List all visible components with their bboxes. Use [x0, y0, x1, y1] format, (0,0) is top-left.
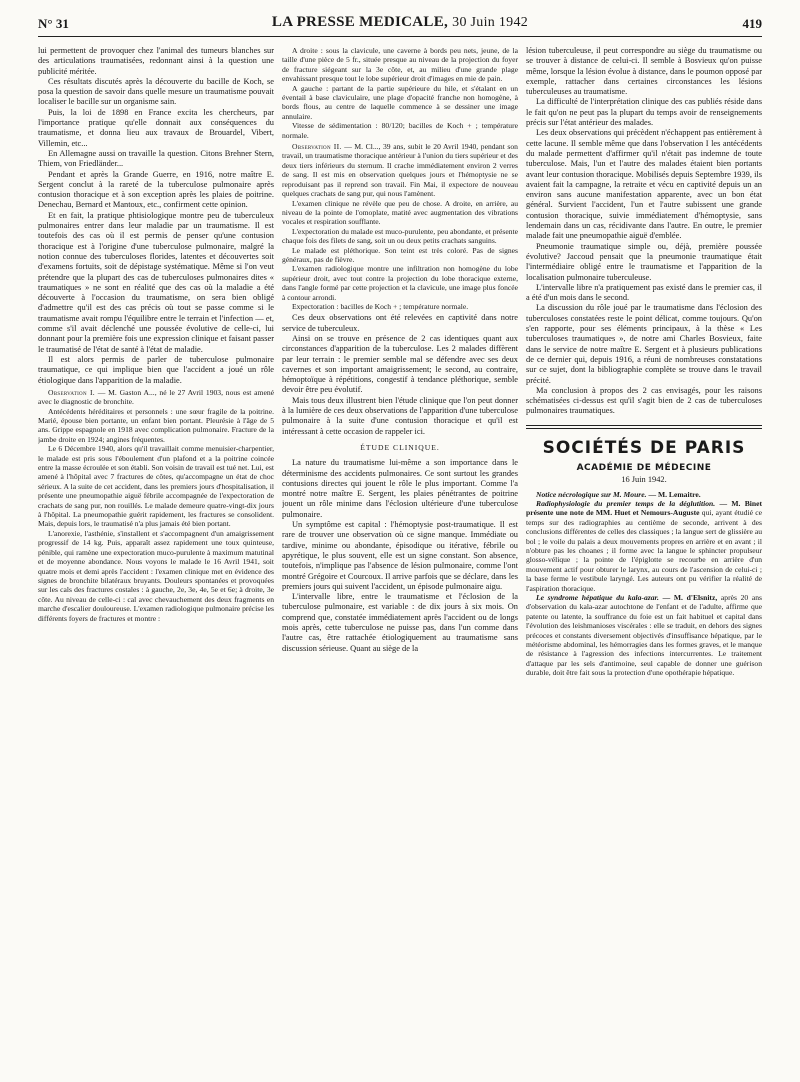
- paragraph: La difficulté de l'interprétation clinique des cas publiés réside dans le fait qu'on ne peut pas la plupart du temps avoir de renseignements précis sur l'état antérieur des malades.: [526, 97, 762, 128]
- paragraph: En Allemagne aussi on travaille la question. Citons Brehner Stern, Thiem, von Friedländer...: [38, 148, 274, 169]
- paragraph: lésion tuberculeuse, il peut correspondre au siège du traumatisme ou se trouver à distance de celui-ci. Il semble à Bosvieux qu'on puisse même, lorsque la lésion évolue à distance, dans le poumon opposé par exemple, rattacher dans certaines circonstances les lésions tuberculeuses au traumatisme.: [526, 46, 762, 97]
- notice-title: Notice nécrologique sur M. Moure.: [536, 489, 647, 499]
- paragraph: La nature du traumatisme lui-même a son importance dans le déterminisme des accidents pulmonaires. Ce sont surtout les grandes contusions directes qui jouent le rôle le plus important. Comme l'a montré notre maître E. Sergent, les plaies pénétrantes de poitrine jouent un rôle minime dans l'éclosion ultérieure d'une tuberculose pulmonaire.: [282, 458, 518, 519]
- paragraph: Et en fait, la pratique phtisiologique montre peu de tuberculeux pulmonaires entrer dans leur maladie par un traumatisme. Il est toutefois des cas où il est permis de penser qu'une contusion thoracique est à l'origine d'une tuberculose pulmonaire, malgré la notion connue des tuberculoses florides, latentes et découvertes soit d'examens fortuits, soit de dépistage systématique. Même si l'on veut prétendre que la plupart des cas de tuberculoses pulmonaires dites « traumatiques » ne sont en réalité que des cas où la maladie a été découverte à l'occasion du traumatisme, on sera bien obligé d'admettre qu'il est des cas précis où tout se passe comme si le traumatisme avait rompu l'équilibre entre le terrain et l'infection — et, comme s'il avait déclenché une poussée évolutive de celle-ci, lui donnant pour la première fois une expression clinique et faisant passer le traumatisé de l'état de santé à l'état de maladie.: [38, 210, 274, 354]
- observation-label: Observation II.: [292, 142, 342, 152]
- observation-label: Observation I.: [48, 387, 95, 397]
- paragraph: Mais tous deux illustrent bien l'étude clinique que l'on peut donner à la lumière de ces deux observations de l'apparition d'une tuberculose pulmonaire à la suite d'une contusion thoracique et qu'il est intéressant à cette occasion de rappeler ici.: [282, 395, 518, 436]
- masthead-title: LA PRESSE MEDICALE,: [271, 14, 449, 30]
- issue-number: N° 31: [38, 16, 69, 31]
- notice-item: [526, 499, 762, 593]
- paragraph: Ma conclusion à propos des 2 cas envisagés, pour les raisons schématisées ci-dessus est qu'il s'agit bien de 2 cas de tuberculoses pulmonaires traumatiques.: [526, 385, 762, 416]
- paragraph: lui permettent de provoquer chez l'animal des tumeurs blanches sur des articulations traumatisées, redonnant ainsi à la question une publicité méritée.: [38, 46, 274, 76]
- paragraph: Un symptôme est capital : l'hémoptysie post-traumatique. Il est rare de trouver une observation où ce signe manque. Immédiate ou tardive, minime ou abondante, épisodique ou itérative, fébrile ou apyrétique, le plus souvent, elle est un signe constant. Son absence, toutefois, n'implique pas l'absence de lésion pulmonaire, comme l'ont montré Grégoire et Courcoux. Il arrive parfois que se déclare, dans les premiers jours qui suivent l'accident, un épisode pulmonaire aigu.: [282, 520, 518, 591]
- notice-author: — M. d'Elsnitz,: [658, 593, 718, 603]
- column-3: [526, 46, 762, 1070]
- paragraph: L'expectoration du malade est muco-purulente, peu abondante, et présente chaque fois des filets de sang, soit un ou deux petits crachats sanguins.: [282, 226, 518, 246]
- paragraph: Il est alors permis de parler de tuberculose pulmonaire traumatique, ce qui implique bien que l'accident a joué un rôle étiologique dans l'apparition de la maladie.: [38, 354, 274, 385]
- section-title: ÉTUDE CLINIQUE.: [360, 442, 440, 452]
- societes-heading: SOCIÉTÉS DE PARIS: [542, 437, 746, 458]
- observation-2: [282, 142, 518, 198]
- column-1: [38, 46, 274, 1070]
- paragraph: L'examen clinique ne révèle que peu de chose. A droite, en arrière, au niveau de la pointe de l'omoplate, matité avec augmentation des vibrations vocales et respiration soufflante.: [282, 198, 518, 227]
- page-header: [38, 14, 762, 37]
- paragraph: Ainsi on se trouve en présence de 2 cas identiques quant aux circonstances d'apparition de la tuberculose. Les 2 malades diffèrent par leur terrain : le premier semble mal se défendre avec ses deux cavernes et son important amaigrissement; le second, au contraire, hémoptoïque à répétitions, congestif à tendance pléthorique, semble devoir être peu évolutif.: [282, 333, 518, 395]
- paragraph: Vitesse de sédimentation : 80/120; bacilles de Koch + ; température normale.: [282, 121, 518, 140]
- page-number: 419: [742, 16, 762, 31]
- divider: [526, 428, 762, 429]
- paragraph: Ces résultats discutés après la découverte du bacille de Koch, se posa la question de savoir dans quelle mesure un traumatisme pouvait localiser le bacille sur un organisme sain.: [38, 76, 274, 107]
- paragraph: Pendant et après la Grande Guerre, en 1916, notre maître E. Sergent conclut à la rareté de la tuberculose pulmonaire après contusion thoracique et à son exception après les plaies de poitrine. Denechau, Bernard et Mantoux, etc., confirment cette opinion.: [38, 169, 274, 210]
- observation-text: — M. Cl..., 39 ans, subit le 20 Avril 1940, pendant son travail, un traumatisme thoracique antérieur à l'union du tiers supérieur et des deux tiers inférieurs du sternum. Il crache immédiatement environ 2 verres de sang. Il est mis en observation quelques jours et l'hémoptysie ne se reproduisant pas il reprend son travail. Fin Mai, il expectore de nouveau quelques crachats de sang pur, qui nous l'amènent.: [282, 142, 518, 199]
- masthead-date: 30 Juin 1942: [452, 15, 529, 30]
- paragraph: Le 6 Décembre 1940, alors qu'il travaillait comme menuisier-charpentier, le malade est pris sous l'éboulement d'un plafond et a la poitrine coincée entre la masse écroulée et son établi. Son voisin de travail est tué net. Lui, est amené à l'hôpital avec 7 fractures de côtes, qu'accompagne un état de choc sérieux. A la suite de cet accident, dans les premiers jours d'hospitalisation, il présente une pneumopathie aiguë fébrile accompagnée de l'expectoration de crachats de sang pur, non rouillés. Le malade demeure quatre-vingt-dix jours à l'hôpital. La pneumopathie guérit rapidement, les fractures se consolident. Mais, depuis lors, le traumatisé n'a plus jamais été bien portant.: [38, 444, 274, 529]
- paragraph: L'intervalle libre, entre le traumatisme et l'éclosion de la tuberculose pulmonaire, est variable : de dix jours à six mois. On comprend que, constatée immédiatement après l'accident ou de longs mois après, cette tuberculose ne puisse pas, dans l'un comme dans l'autre cas, être rattachée étiologiquement au traumatisme sans discussion sérieuse. Quant au siège de la: [282, 592, 518, 653]
- paragraph: Ces deux observations ont été relevées en captivité dans notre service de tuberculeux.: [282, 313, 518, 333]
- column-2: [282, 46, 518, 1070]
- academie-heading: ACADÉMIE DE MÉDECINE: [576, 462, 712, 473]
- paragraph: Le malade est pléthorique. Son teint est très coloré. Pas de signes généraux, pas de fièvre.: [282, 245, 518, 264]
- paragraph: A droite : sous la clavicule, une caverne à bords peu nets, jeune, de la taille d'une pièce de 5 fr., située presque au niveau de la projection du foyer de fracture siégeant sur la 3e côte, et, au milieu d'une grande plage envahissant presque tout le lobe supérieur droit d'images en mie de pain.: [282, 46, 518, 84]
- notice-text: qui, ayant étudié ce temps sur des radiographies au centième de seconde, arrivent à des conclusions différentes de celles des classiques ; la langue sert de glissière au bol ; le voile du palais a deux mouvements propres en arrière et en avant ; il n'obture pas les choanes ; il forme avec la langue le sphincter propulseur glosso-vélique ; la pointe de l'épiglotte se recourbe en arrière d'un mouvement actif pour obturer le larynx, au cours de l'ascension de celui-ci ; la base ferme le vestibule laryngé. Les auteurs ont pu vérifier la réalité de l'aspiration thoracique.: [526, 508, 762, 593]
- paragraph: Pneumonie traumatique simple ou, déjà, première poussée évolutive? Jaccoud pensait que la pneumonie traumatique était l'intermédiaire obligé entre le traumatisme et l'apparition de la localisation pulmonaire tuberculeuse.: [526, 241, 762, 282]
- academie-date: 16 Juin 1942.: [621, 475, 667, 485]
- observation-1: [38, 388, 274, 407]
- paragraph: La discussion du rôle joué par le traumatisme dans l'éclosion des tuberculoses constatées reste le point délicat, comme toujours. Qu'on s'en rapporte, pour ses éléments principaux, à la thèse « Les tuberculoses traumatiques », de notre ami Charles Bosvieux, faite dans le service de notre maître E. Sergent et à plusieurs publications de ce dernier qui, depuis 1916, a réuni de nombreuses constatations sur ce sujet, dont la bibliographie complète se trouve dans le travail précité.: [526, 303, 762, 385]
- notice-author: — M. Lemaitre.: [646, 489, 701, 499]
- masthead: [38, 14, 762, 31]
- paragraph: Puis, la loi de 1898 en France excita les chercheurs, par l'importance pratique qu'elle donnait aux conséquences du traumatisme, et donna lieu aux travaux de Brouardel, Vibert, Villemin, etc...: [38, 107, 274, 148]
- notice-item: [526, 593, 762, 678]
- notice-text: après 20 ans d'observation du kala-azar autochtone de l'enfant et de l'adulte, affirme que patente ou latente, la souffrance du foie est un fait habituel et capital dans l'évolution des leishmanioses viscérales : elle se traduit, en dehors des signes précoces et constants diversement objectivés d'insuffisance hépatique, par le météorisme abdominal, les hémorragies dans les formes graves, et le manque de résistance à l'agression des infections intercurrentes. Le traitement d'attaque par les sels d'antimoine, seul capable de donner une guérison durable, doit être fait sous la protection d'une opothérapie hépatique.: [526, 593, 762, 678]
- paragraph: Les deux observations qui précèdent n'échappent pas entièrement à cette lacune. Il semble même que dans l'observation I les antécédents du malade permettent d'affirmer qu'il n'était pas indemne de toute tuberculose. Mais, l'un et l'autre des malades étaient bien portants avant leur contusion thoracique. Mobilisés depuis Septembre 1939, ils avaient fait la campagne, la retraite et vécu en captivité depuis un an environ sans aucune manifestation apparente, avec un bon état général. Survient l'accident, l'un et l'autre subissent une grande contusion thoracique, suivie immédiatement d'hémoptysie, sans lendemain dans un cas, récidivante dans l'autre. En outre, le premier malade fait une pneumopathie aiguë d'emblée.: [526, 128, 762, 241]
- paragraph: L'anorexie, l'asthénie, s'installent et s'accompagnent d'un amaigrissement progressif de 14 kg. Puis, apparaît assez rapidement une toux quinteuse, pénible, qui ramène une expectoration muco-purulente à maximum matutinal et de moyenne abondance. Nous voyons le malade le 16 Avril 1941, soit quatre mois et demi après l'accident : l'examen clinique met en évidence des signes de bronchite bilatéraux bruyants. Douleurs spontanées et provoquées sur les cals des fractures costales : à gauche, 2e, 3e, 4e, 5e et 6e; à droite, 3e côte. Au niveau de celle-ci : cal avec chevauchement des deux fragments en marche d'escalier douloureuse. L'examen radiologique pulmonaire précise les différents foyers de fractures et montre :: [38, 528, 274, 623]
- paragraph: A gauche : partant de la partie supérieure du hile, et s'étalant en un éventail à base claviculaire, une plage d'opacité franche non homogène, à bords flous, au centre de laquelle commence à se dessiner une image annulaire.: [282, 83, 518, 121]
- notice-author: — M. Binet présente une note de MM. Huet et Nemours-Auguste: [526, 498, 762, 518]
- paragraph: Expectoration : bacilles de Koch + ; température normale.: [292, 301, 469, 311]
- paragraph: Antécédents héréditaires et personnels : une sœur fragile de la poitrine. Marié, épouse bien portante, un enfant bien portant. Pleurésie à l'âge de 5 ans. Grippe espagnole en 1918 avec complication pulmonaire. Fracture de la jambe droite en 1924; angines fréquentes.: [38, 406, 274, 444]
- paragraph: L'examen radiologique montre une infiltration non homogène du lobe supérieur droit, avec tout contre la projection du lobe thoracique externe, dans l'angle formé par cette projection et la clavicule, une image plus foncée à contour arrondi.: [282, 264, 518, 302]
- notice-title: Radiophysiologie du premier temps de la déglutition.: [536, 498, 716, 508]
- divider: [526, 425, 762, 426]
- notice-item: [526, 490, 762, 499]
- paragraph: L'intervalle libre n'a pratiquement pas existé dans le premier cas, il a été d'un mois dans le second.: [526, 282, 762, 303]
- observation-text: — M. Gaston A..., né le 27 Avril 1903, nous est amené avec le diagnostic de bronchite.: [38, 387, 274, 407]
- notice-title: Le syndrome hépatique du kala-azar.: [536, 593, 659, 603]
